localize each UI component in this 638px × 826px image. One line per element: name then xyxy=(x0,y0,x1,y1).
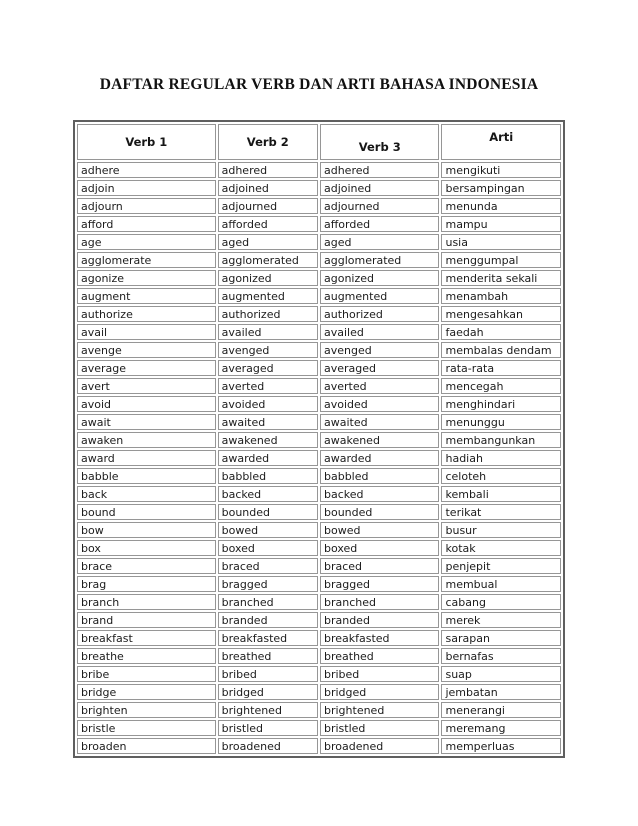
cell-arti: membual xyxy=(441,576,561,592)
cell-verb2: agonized xyxy=(218,270,318,286)
cell-verb3: broadened xyxy=(320,738,440,754)
cell-verb1: bribe xyxy=(77,666,216,682)
cell-verb2: breathed xyxy=(218,648,318,664)
page-title: DAFTAR REGULAR VERB DAN ARTI BAHASA INDONESIA xyxy=(99,76,539,93)
cell-verb1: await xyxy=(77,414,216,430)
cell-verb1: bow xyxy=(77,522,216,538)
cell-arti: membalas dendam xyxy=(441,342,561,358)
cell-verb3: breakfasted xyxy=(320,630,440,646)
cell-arti: kembali xyxy=(441,486,561,502)
table-row xyxy=(77,198,561,214)
table-row xyxy=(77,306,561,322)
table-row xyxy=(77,666,561,682)
cell-arti: mampu xyxy=(441,216,561,232)
cell-verb1: bridge xyxy=(77,684,216,700)
cell-verb2: branched xyxy=(218,594,318,610)
cell-verb1: avail xyxy=(77,324,216,340)
cell-verb3: branded xyxy=(320,612,440,628)
cell-arti: mengikuti xyxy=(441,162,561,178)
cell-verb2: awaited xyxy=(218,414,318,430)
cell-verb3: adjourned xyxy=(320,198,440,214)
cell-verb3: averted xyxy=(320,378,440,394)
cell-verb2: bounded xyxy=(218,504,318,520)
cell-arti: terikat xyxy=(441,504,561,520)
table-row xyxy=(77,234,561,250)
cell-arti: mencegah xyxy=(441,378,561,394)
cell-verb1: breakfast xyxy=(77,630,216,646)
table-body xyxy=(77,162,561,754)
cell-verb3: babbled xyxy=(320,468,440,484)
cell-verb2: braced xyxy=(218,558,318,574)
table-row xyxy=(77,396,561,412)
cell-verb3: agonized xyxy=(320,270,440,286)
cell-verb3: adhered xyxy=(320,162,440,178)
cell-arti: menunda xyxy=(441,198,561,214)
table-row xyxy=(77,540,561,556)
table-row xyxy=(77,720,561,736)
cell-verb2: bristled xyxy=(218,720,318,736)
cell-verb3: bribed xyxy=(320,666,440,682)
cell-verb3: bragged xyxy=(320,576,440,592)
cell-verb2: awakened xyxy=(218,432,318,448)
cell-arti: celoteh xyxy=(441,468,561,484)
cell-arti: hadiah xyxy=(441,450,561,466)
table-row xyxy=(77,648,561,664)
cell-arti: menunggu xyxy=(441,414,561,430)
cell-arti: jembatan xyxy=(441,684,561,700)
table-row xyxy=(77,432,561,448)
cell-verb1: average xyxy=(77,360,216,376)
column-header-verb3: Verb 3 xyxy=(320,124,440,160)
cell-verb1: awaken xyxy=(77,432,216,448)
cell-verb3: bounded xyxy=(320,504,440,520)
cell-verb3: awakened xyxy=(320,432,440,448)
cell-verb2: adjoined xyxy=(218,180,318,196)
cell-verb3: boxed xyxy=(320,540,440,556)
cell-verb1: agonize xyxy=(77,270,216,286)
cell-verb2: adhered xyxy=(218,162,318,178)
column-header-verb1: Verb 1 xyxy=(77,124,216,160)
cell-verb1: adjourn xyxy=(77,198,216,214)
cell-arti: rata-rata xyxy=(441,360,561,376)
cell-verb3: branched xyxy=(320,594,440,610)
cell-verb2: averaged xyxy=(218,360,318,376)
cell-arti: memperluas xyxy=(441,738,561,754)
table-row xyxy=(77,342,561,358)
table-row xyxy=(77,504,561,520)
cell-verb2: averted xyxy=(218,378,318,394)
cell-verb2: babbled xyxy=(218,468,318,484)
cell-verb1: avenge xyxy=(77,342,216,358)
table-row xyxy=(77,360,561,376)
cell-verb3: avenged xyxy=(320,342,440,358)
cell-verb1: brand xyxy=(77,612,216,628)
cell-verb3: aged xyxy=(320,234,440,250)
cell-verb3: awarded xyxy=(320,450,440,466)
cell-arti: busur xyxy=(441,522,561,538)
cell-verb3: augmented xyxy=(320,288,440,304)
cell-verb3: awaited xyxy=(320,414,440,430)
cell-arti: menerangi xyxy=(441,702,561,718)
cell-arti: bernafas xyxy=(441,648,561,664)
table-row xyxy=(77,216,561,232)
cell-verb1: box xyxy=(77,540,216,556)
cell-verb3: breathed xyxy=(320,648,440,664)
cell-arti: kotak xyxy=(441,540,561,556)
table-header-row xyxy=(77,124,561,160)
cell-verb2: broadened xyxy=(218,738,318,754)
cell-verb3: bridged xyxy=(320,684,440,700)
cell-verb2: adjourned xyxy=(218,198,318,214)
table-row xyxy=(77,522,561,538)
cell-verb3: availed xyxy=(320,324,440,340)
cell-verb1: adjoin xyxy=(77,180,216,196)
table-row xyxy=(77,378,561,394)
cell-verb3: authorized xyxy=(320,306,440,322)
cell-arti: menghindari xyxy=(441,396,561,412)
column-header-arti: Arti xyxy=(441,124,561,160)
table-row xyxy=(77,450,561,466)
cell-verb1: authorize xyxy=(77,306,216,322)
cell-verb1: breathe xyxy=(77,648,216,664)
cell-verb1: adhere xyxy=(77,162,216,178)
table-row xyxy=(77,684,561,700)
cell-verb2: avoided xyxy=(218,396,318,412)
cell-verb2: awarded xyxy=(218,450,318,466)
cell-verb1: brighten xyxy=(77,702,216,718)
cell-verb1: agglomerate xyxy=(77,252,216,268)
cell-verb1: avert xyxy=(77,378,216,394)
cell-arti: menderita sekali xyxy=(441,270,561,286)
cell-verb2: aged xyxy=(218,234,318,250)
table-row xyxy=(77,252,561,268)
cell-arti: membangunkan xyxy=(441,432,561,448)
table-row xyxy=(77,162,561,178)
cell-verb2: bragged xyxy=(218,576,318,592)
table-row xyxy=(77,180,561,196)
cell-verb2: branded xyxy=(218,612,318,628)
cell-verb3: brightened xyxy=(320,702,440,718)
table-row xyxy=(77,414,561,430)
cell-verb1: broaden xyxy=(77,738,216,754)
table-row xyxy=(77,702,561,718)
cell-verb2: bribed xyxy=(218,666,318,682)
cell-verb1: brace xyxy=(77,558,216,574)
cell-verb2: avenged xyxy=(218,342,318,358)
cell-verb1: avoid xyxy=(77,396,216,412)
cell-verb3: adjoined xyxy=(320,180,440,196)
cell-verb2: authorized xyxy=(218,306,318,322)
cell-verb2: bowed xyxy=(218,522,318,538)
cell-verb2: afforded xyxy=(218,216,318,232)
cell-verb3: avoided xyxy=(320,396,440,412)
cell-verb2: agglomerated xyxy=(218,252,318,268)
table-row xyxy=(77,486,561,502)
cell-verb2: availed xyxy=(218,324,318,340)
cell-arti: menambah xyxy=(441,288,561,304)
cell-verb3: bristled xyxy=(320,720,440,736)
cell-arti: meremang xyxy=(441,720,561,736)
cell-verb1: augment xyxy=(77,288,216,304)
cell-arti: mengesahkan xyxy=(441,306,561,322)
table-row xyxy=(77,738,561,754)
cell-verb1: brag xyxy=(77,576,216,592)
cell-verb1: bound xyxy=(77,504,216,520)
cell-verb2: brightened xyxy=(218,702,318,718)
cell-verb3: afforded xyxy=(320,216,440,232)
cell-verb1: bristle xyxy=(77,720,216,736)
cell-verb3: bowed xyxy=(320,522,440,538)
cell-verb2: augmented xyxy=(218,288,318,304)
cell-verb3: backed xyxy=(320,486,440,502)
regular-verb-table xyxy=(73,120,565,758)
cell-arti: bersampingan xyxy=(441,180,561,196)
cell-verb1: award xyxy=(77,450,216,466)
cell-verb2: breakfasted xyxy=(218,630,318,646)
cell-verb3: averaged xyxy=(320,360,440,376)
table-row xyxy=(77,558,561,574)
table-row xyxy=(77,324,561,340)
cell-verb1: back xyxy=(77,486,216,502)
cell-verb1: branch xyxy=(77,594,216,610)
table-row xyxy=(77,612,561,628)
cell-arti: penjepit xyxy=(441,558,561,574)
cell-verb1: age xyxy=(77,234,216,250)
cell-verb2: boxed xyxy=(218,540,318,556)
table-row xyxy=(77,288,561,304)
cell-arti: merek xyxy=(441,612,561,628)
cell-arti: menggumpal xyxy=(441,252,561,268)
table-row xyxy=(77,576,561,592)
cell-verb1: babble xyxy=(77,468,216,484)
cell-verb1: afford xyxy=(77,216,216,232)
cell-arti: cabang xyxy=(441,594,561,610)
cell-verb3: braced xyxy=(320,558,440,574)
cell-verb2: bridged xyxy=(218,684,318,700)
cell-arti: usia xyxy=(441,234,561,250)
table-row xyxy=(77,630,561,646)
cell-verb2: backed xyxy=(218,486,318,502)
cell-arti: sarapan xyxy=(441,630,561,646)
cell-verb3: agglomerated xyxy=(320,252,440,268)
table-row xyxy=(77,468,561,484)
table-row xyxy=(77,594,561,610)
column-header-verb2: Verb 2 xyxy=(218,124,318,160)
cell-arti: suap xyxy=(441,666,561,682)
table-row xyxy=(77,270,561,286)
cell-arti: faedah xyxy=(441,324,561,340)
